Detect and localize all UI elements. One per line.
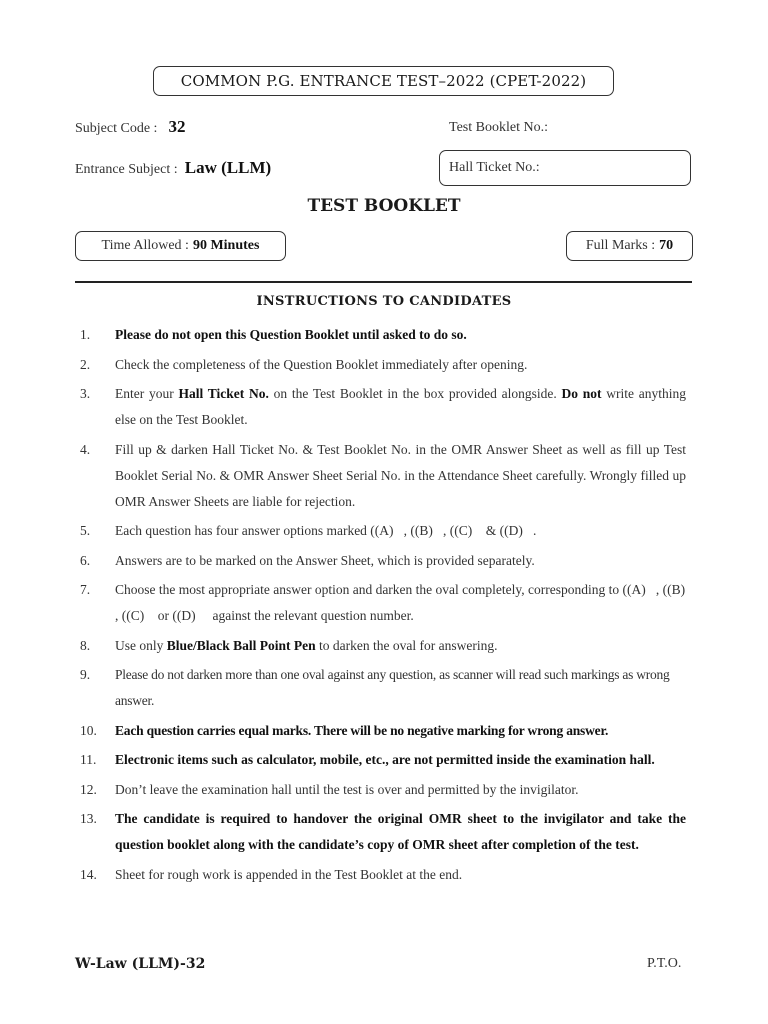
instruction-text: Choose the most appropriate answer option and darken the oval completely, corresponding to ((A) , ((B) , ((C) or ((D) against the relevant question number.	[115, 582, 696, 623]
instruction-item	[80, 662, 686, 714]
divider	[75, 281, 692, 283]
instruction-text: Please do not darken more than one oval against any question, as scanner will read such markings as wrong answer.	[115, 667, 670, 708]
instruction-text: Don’t leave the examination hall until the test is over and permitted by the invigilator.	[115, 781, 579, 797]
instruction-text: Enter your Hall Ticket No. on the Test Booklet in the box provided alongside. Do not write anything else on the Test Booklet.	[115, 386, 686, 427]
instructions-heading: INSTRUCTIONS TO CANDIDATES	[256, 294, 512, 309]
instruction-item	[80, 437, 686, 515]
instruction-text: Check the completeness of the Question Booklet immediately after opening.	[115, 356, 528, 372]
instruction-number: 8.	[80, 637, 91, 653]
instruction-text: Fill up & darken Hall Ticket No. & Test Booklet No. in the OMR Answer Sheet as well as fill up Test Booklet Serial No. & OMR Answer Sheet Serial No. in the Attendance Sheet carefully. Wrongly filled up OMR Answer Sheets are liable for rejection.	[115, 441, 686, 509]
instruction-item	[80, 862, 686, 888]
instruction-number: 2.	[80, 356, 91, 372]
full-marks-value: 70	[659, 238, 674, 253]
time-allowed-box	[75, 231, 286, 261]
instruction-text: Each question carries equal marks. There will be no negative marking for wrong answer.	[115, 722, 609, 738]
test-booklet-no-label: Test Booklet No.:	[449, 120, 548, 135]
hall-ticket-label: Hall Ticket No.:	[449, 160, 540, 175]
instruction-text: Each question has four answer options marked ((A) , ((B) , ((C) & ((D) .	[115, 523, 537, 538]
time-allowed-value: 90 Minutes	[192, 238, 260, 253]
instruction-number: 14.	[80, 866, 97, 882]
instruction-item	[80, 518, 686, 544]
instructions-list	[80, 322, 696, 891]
instruction-number: 7.	[80, 582, 91, 597]
instruction-item	[80, 718, 686, 744]
instruction-item	[80, 806, 686, 858]
instruction-item	[80, 777, 686, 803]
instruction-item	[80, 322, 686, 348]
instruction-item	[80, 577, 696, 629]
instruction-number: 5.	[80, 523, 91, 538]
instruction-number: 9.	[80, 667, 91, 682]
footer-pto: P.T.O.	[647, 956, 682, 971]
instruction-item	[80, 633, 686, 659]
instruction-number: 3.	[80, 386, 91, 401]
instruction-number: 6.	[80, 552, 91, 568]
instruction-text: The candidate is required to handover the original OMR sheet to the invigilator and take the question booklet along with the candidate’s copy of OMR sheet after completion of the test.	[115, 811, 686, 852]
subject-code-label: Subject Code :	[75, 121, 158, 136]
instruction-item	[80, 352, 686, 378]
instruction-text: Sheet for rough work is appended in the Test Booklet at the end.	[115, 866, 463, 882]
instruction-text: Use only Blue/Black Ball Point Pen to darken the oval for answering.	[115, 637, 498, 653]
time-allowed-label: Time Allowed :	[101, 238, 189, 253]
instruction-number: 11.	[80, 752, 97, 767]
instruction-item	[80, 381, 686, 433]
subject-code	[75, 117, 186, 137]
instruction-number: 4.	[80, 441, 91, 457]
entrance-subject-value: Law (LLM)	[184, 158, 272, 177]
instruction-number: 1.	[80, 327, 91, 342]
entrance-subject	[75, 158, 271, 178]
hall-ticket-box[interactable]	[439, 150, 691, 186]
instruction-number: 12.	[80, 781, 97, 797]
full-marks-label: Full Marks :	[585, 238, 656, 253]
full-marks-box	[566, 231, 693, 261]
instruction-text: Electronic items such as calculator, mobile, etc., are not permitted inside the examination hall.	[115, 752, 655, 767]
exam-title-box	[153, 66, 614, 96]
instruction-text: Answers are to be marked on the Answer Sheet, which is provided separately.	[115, 552, 535, 568]
test-booklet-heading: TEST BOOKLET	[307, 196, 461, 216]
instruction-number: 10.	[80, 722, 97, 738]
instruction-number: 13.	[80, 811, 97, 826]
instruction-text: Please do not open this Question Booklet until asked to do so.	[115, 327, 467, 342]
subject-code-value: 32	[168, 117, 186, 136]
exam-title: COMMON P.G. ENTRANCE TEST–2022 (CPET-2022)	[180, 72, 587, 90]
footer-code: W-Law (LLM)-32	[75, 956, 206, 972]
instruction-item	[80, 747, 686, 773]
entrance-subject-label: Entrance Subject :	[75, 162, 178, 177]
instruction-item	[80, 548, 686, 574]
